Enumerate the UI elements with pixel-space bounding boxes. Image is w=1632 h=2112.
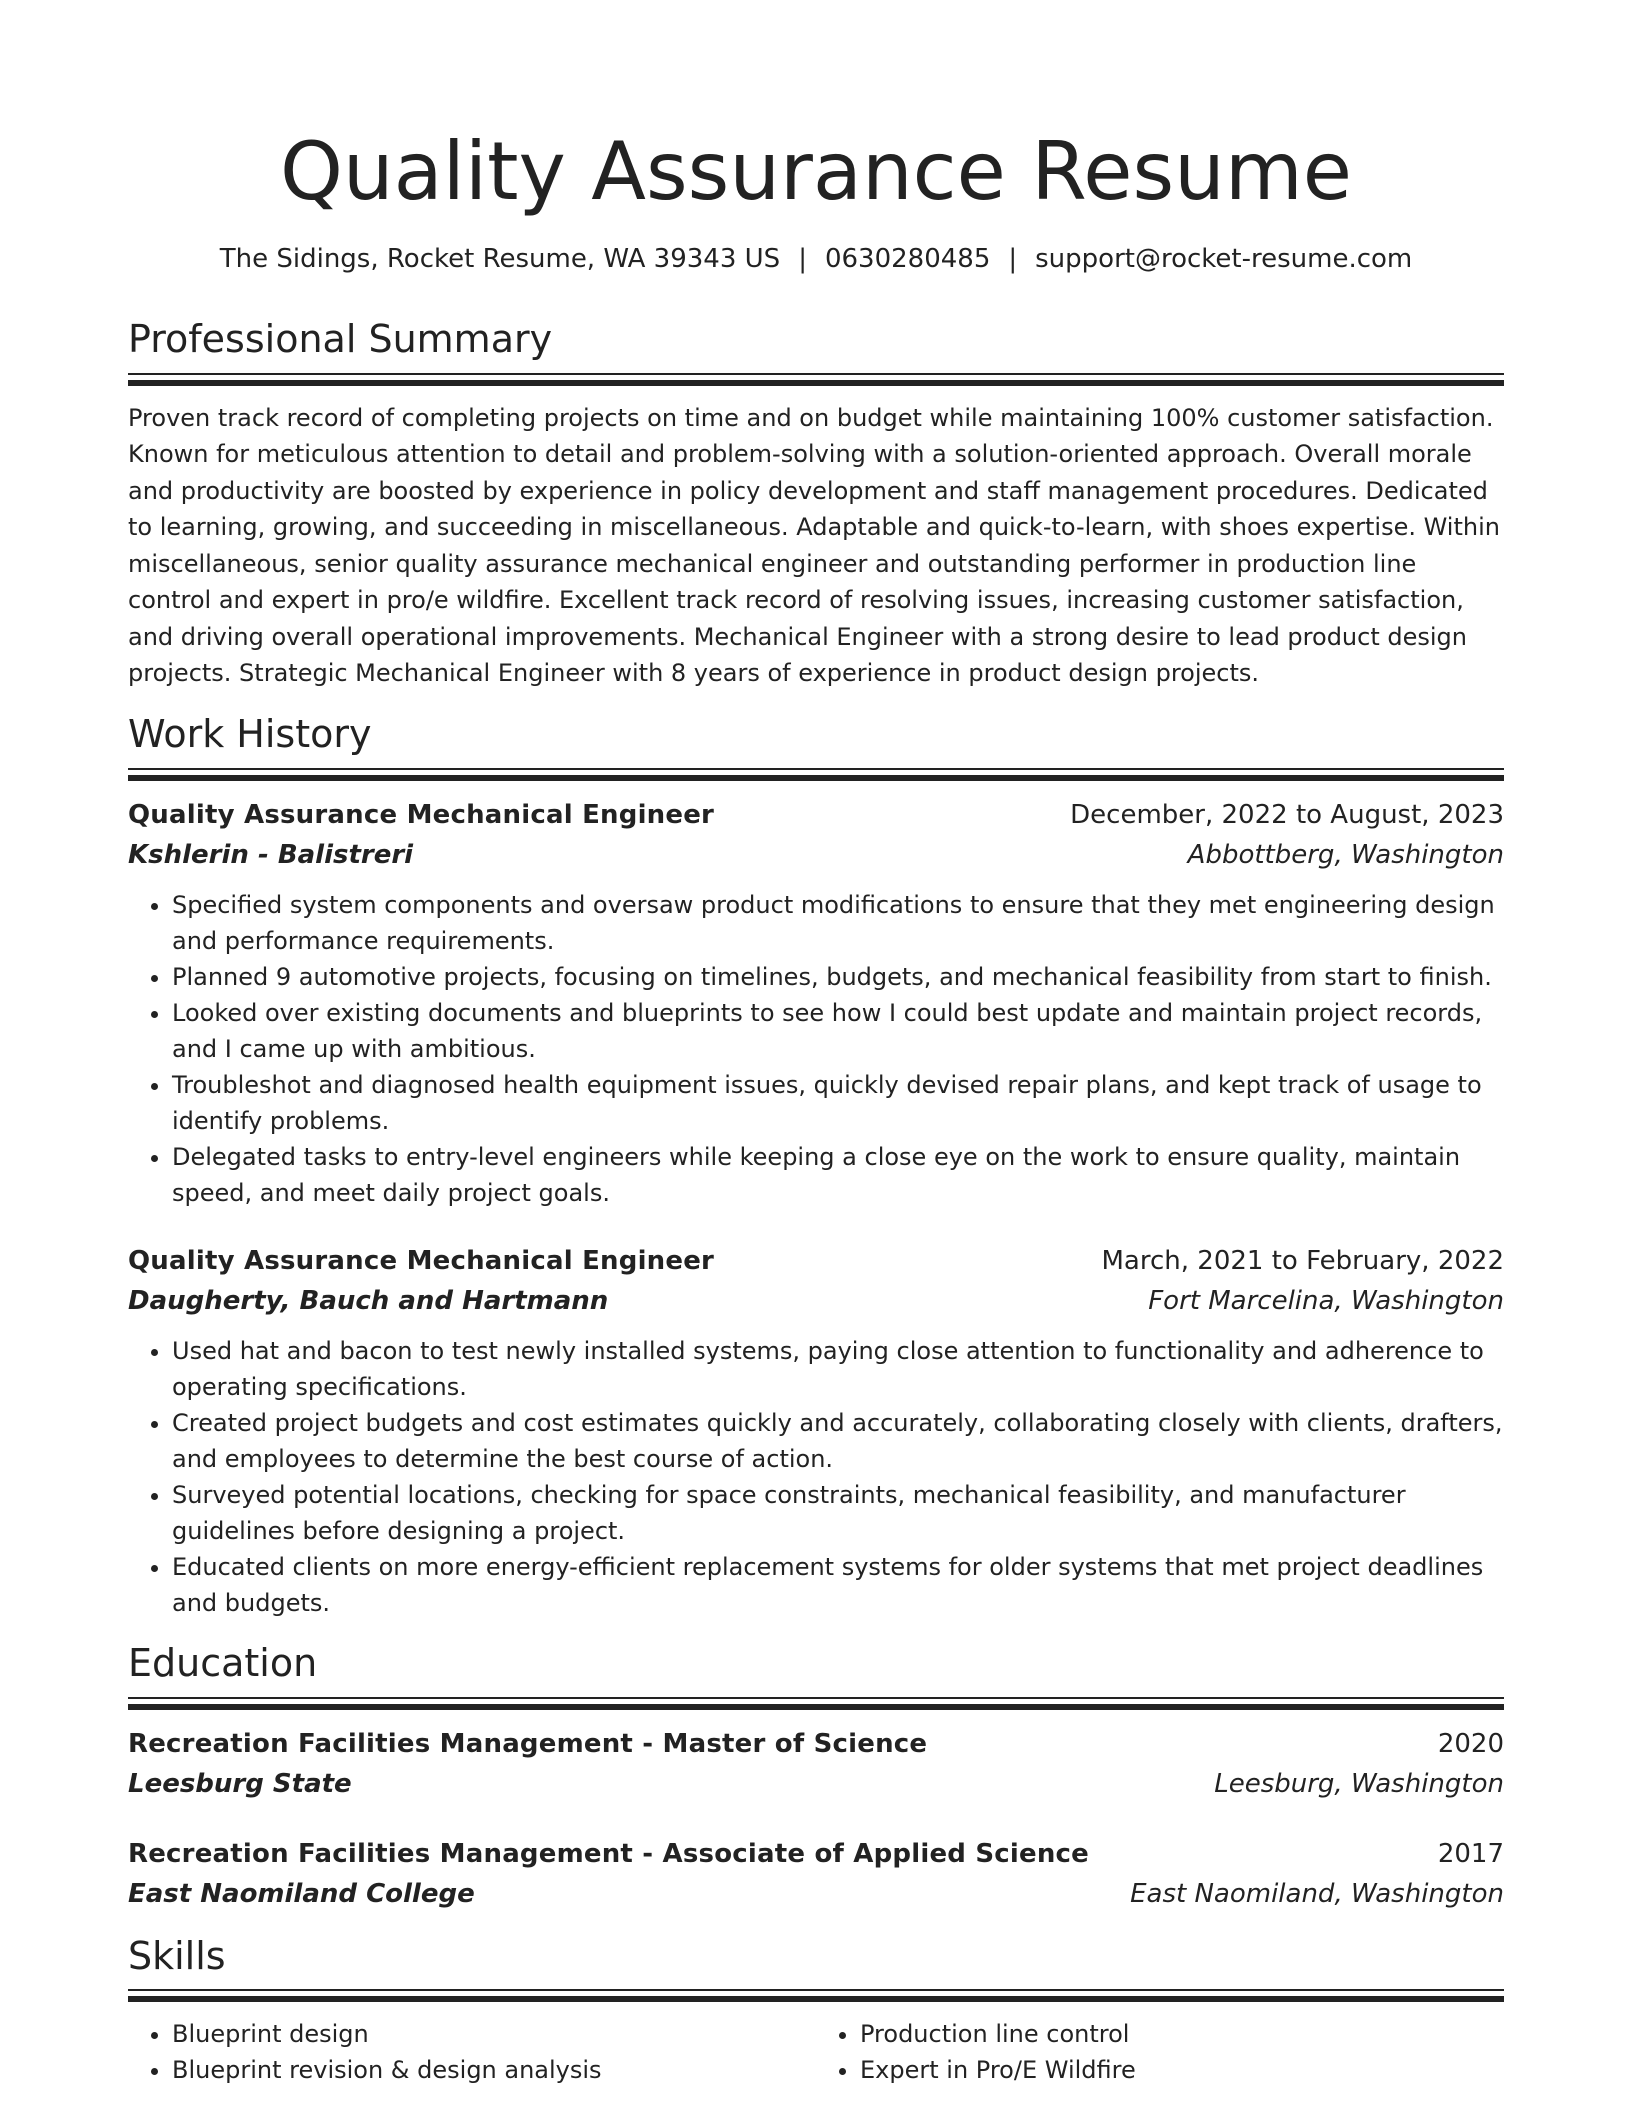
work-history-section [128, 711, 1504, 1621]
job-dates: March, 2021 to February, 2022 [1101, 1245, 1504, 1276]
resume-name: Quality Assurance Resume [279, 125, 1353, 218]
education-entry [128, 1724, 1504, 1804]
education-degree: Recreation Facilities Management - Master of Science [128, 1728, 928, 1759]
skills-list [128, 2016, 1504, 2088]
list-item: • Troubleshot and diagnosed health equipment issues, quickly devised repair plans, and kept track of usage to identify problems. [172, 1067, 1504, 1139]
section-title-skills: Skills [128, 1933, 226, 1978]
contact-line [128, 244, 1504, 275]
education-location: East Naomiland, Washington [1130, 1878, 1504, 1909]
education-degree: Recreation Facilities Management - Associate of Applied Science [128, 1838, 1089, 1869]
list-item: • Looked over existing documents and blueprints to see how I could best update and maintain project records, and I came up with ambitious. [172, 995, 1504, 1067]
contact-separator: | [798, 244, 807, 274]
section-title-education: Education [128, 1640, 318, 1685]
skills-column-left [128, 2016, 816, 2088]
skill-item: • Blueprint revision & design analysis [172, 2052, 816, 2088]
education-year: 2017 [1437, 1838, 1504, 1869]
section-divider [128, 1697, 1504, 1710]
education-school: East Naomiland College [128, 1878, 475, 1909]
list-item: • Created project budgets and cost estimates quickly and accurately, collaborating closely with clients, drafters, and employees to determine the best course of action. [172, 1405, 1504, 1477]
section-divider [128, 1989, 1504, 2002]
section-divider [128, 373, 1504, 386]
summary-text: Proven track record of completing projects on time and on budget while maintaining 100% customer satisfaction. Known for meticulous attention to detail and problem-solving with a solution-oriented approach. Overall morale and productivity are boosted by experience in policy development and staff management procedures. Dedicated to learning, growing, and succeeding in miscellaneous. Adaptable and quick-to-learn, with shoes expertise. Within miscellaneous, senior quality assurance mechanical engineer and outstanding performer in production line control and expert in pro/e wildfire. Excellent track record of resolving issues, increasing customer satisfaction, and driving overall operational improvements. Mechanical Engineer with a strong desire to lead product design projects. Strategic Mechanical Engineer with 8 years of experience in product design projects. [128, 403, 1500, 688]
education-location: Leesburg, Washington [1214, 1768, 1504, 1799]
list-item: • Delegated tasks to entry-level engineers while keeping a close eye on the work to ensure quality, maintain speed, and meet daily project goals. [172, 1139, 1504, 1211]
education-section [128, 1640, 1504, 1914]
education-school: Leesburg State [128, 1768, 352, 1799]
job-company: Daugherty, Bauch and Hartmann [128, 1285, 609, 1316]
contact-email: support@rocket-resume.com [1035, 244, 1413, 274]
summary-section [128, 319, 1504, 692]
list-item: • Surveyed potential locations, checking for space constraints, mechanical feasibility, and manufacturer guidelines before designing a project. [172, 1477, 1504, 1549]
job-title: Quality Assurance Mechanical Engineer [128, 799, 715, 830]
list-item: • Planned 9 automotive projects, focusing on timelines, budgets, and mechanical feasibility from start to finish. [172, 959, 1504, 995]
contact-phone: 0630280485 [824, 244, 991, 274]
job-location: Abbottberg, Washington [1187, 839, 1504, 870]
section-title-work-history: Work History [128, 711, 372, 756]
resume-page [128, 118, 1504, 2088]
list-item: • Educated clients on more energy-efficient replacement systems for older systems that met project deadlines and budgets. [172, 1549, 1504, 1621]
contact-separator: | [1008, 244, 1018, 274]
job-bullet-list [128, 1333, 1504, 1621]
contact-address: The Sidings, Rocket Resume, WA 39343 US [219, 244, 781, 274]
job-title: Quality Assurance Mechanical Engineer [128, 1245, 715, 1276]
list-item: • Used hat and bacon to test newly installed systems, paying close attention to functionality and adherence to operating specifications. [172, 1333, 1504, 1405]
skill-item: • Blueprint design [172, 2016, 816, 2052]
education-entry [128, 1834, 1504, 1914]
skill-item: • Expert in Pro/E Wildfire [860, 2052, 1504, 2088]
section-title-summary: Professional Summary [128, 317, 553, 362]
job-entry [128, 1241, 1504, 1621]
education-year: 2020 [1437, 1728, 1504, 1759]
job-bullet-list [128, 887, 1504, 1211]
job-dates: December, 2022 to August, 2023 [1070, 799, 1504, 830]
job-entry [128, 795, 1504, 1211]
skills-column-right [816, 2016, 1504, 2088]
skill-item: • Production line control [860, 2016, 1504, 2052]
skills-section [128, 1933, 1504, 2089]
job-location: Fort Marcelina, Washington [1148, 1285, 1504, 1316]
job-company: Kshlerin - Balistreri [128, 839, 414, 870]
list-item: • Specified system components and oversaw product modifications to ensure that they met engineering design and performance requirements. [172, 887, 1504, 959]
section-divider [128, 768, 1504, 781]
